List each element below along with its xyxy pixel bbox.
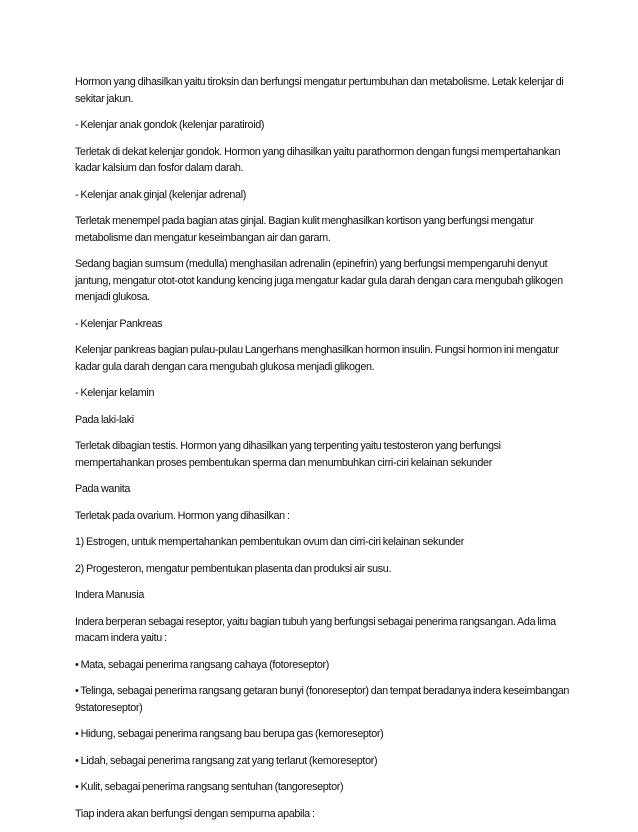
list-item-mata: • Mata, sebagai penerima rangsang cahaya (fotoreseptor) bbox=[75, 658, 330, 671]
paragraph-paratiroid: Terletak di dekat kelenjar gondok. Hormon yang dihasilkan yaitu parathormon dengan fungsi mempertahankan kadar kalsium dan fosfor dalam darah. bbox=[75, 145, 561, 174]
list-item-estrogen: 1) Estrogen, untuk mempertahankan pembentukan ovum dan cirri-ciri kelainan sekunder bbox=[75, 536, 464, 548]
paragraph-adrenal-medulla: Sedang bagian sumsum (medulla) menghasilan adrenalin (epinefrin) yang berfungsi mempengaruhi denyut jantung, mengatur otot-otot kandung kencing juga mengatur kadar gula darah dengan cara mengubah glikogen menjadi glukosa. bbox=[75, 258, 563, 303]
heading-kelamin: - Kelenjar kelamin bbox=[75, 387, 155, 399]
list-item-progesteron: 2) Progesteron, mengatur pembentukan plasenta dan produksi air susu. bbox=[75, 562, 392, 575]
paragraph-adrenal-cortex: Terletak menempel pada bagian atas ginjal. Bagian kulit menghasilkan kortison yang berfungsi mengatur metabolisme dan mengatur keseimbangan air dan garam. bbox=[75, 215, 534, 244]
heading-paratiroid: - Kelenjar anak gondok (kelenjar paratiroid) bbox=[75, 119, 265, 131]
subheading-wanita: Pada wanita bbox=[75, 483, 131, 495]
subheading-laki-laki: Pada laki-laki bbox=[75, 413, 134, 426]
paragraph-pankreas: Kelenjar pankreas bagian pulau-pulau Langerhans menghasilkan hormon insulin. Fungsi hormon ini mengatur kadar gula darah dengan cara mengubah glukosa menjadi glikogen. bbox=[75, 344, 559, 373]
paragraph-testis: Terletak dibagian testis. Hormon yang dihasilkan yang terpenting yaitu testosteron yang berfungsi mempertahankan proses pembentukan sperma dan menumbuhkan cirri-ciri kelainan sekunder bbox=[75, 440, 501, 469]
paragraph-indera-intro: Indera berperan sebagai reseptor, yaitu bagian tubuh yang berfungsi sebagai penerima rangsangan. Ada lima macam indera yaitu : bbox=[75, 615, 556, 644]
section-heading-indera: Indera Manusia bbox=[75, 589, 145, 601]
list-item-hidung: • Hidung, sebagai penerima rangsang bau berupa gas (kemoreseptor) bbox=[75, 728, 384, 740]
paragraph-closing: Tiap indera akan berfungsi dengan sempurna apabila : bbox=[75, 807, 315, 820]
paragraph-ovarium: Terletak pada ovarium. Hormon yang dihasilkan : bbox=[75, 509, 290, 522]
paragraph-tiroid-hormone: Hormon yang dihasilkan yaitu tiroksin dan berfungsi mengatur pertumbuhan dan metabolisme. Letak kelenjar di sekitar jakun. bbox=[75, 76, 564, 105]
heading-pankreas: - Kelenjar Pankreas bbox=[75, 317, 163, 330]
list-item-kulit: • Kulit, sebagai penerima rangsang sentuhan (tangoreseptor) bbox=[75, 781, 344, 793]
list-item-lidah: • Lidah, sebagai penerima rangsang zat yang terlarut (kemoreseptor) bbox=[75, 754, 378, 767]
list-item-telinga: • Telinga, sebagai penerima rangsang getaran bunyi (fonoreseptor) dan tempat beradanya indera keseimbangan 9statoreseptor) bbox=[75, 685, 570, 714]
document-body bbox=[75, 74, 575, 832]
heading-adrenal: - Kelenjar anak ginjal (kelenjar adrenal) bbox=[75, 188, 246, 201]
